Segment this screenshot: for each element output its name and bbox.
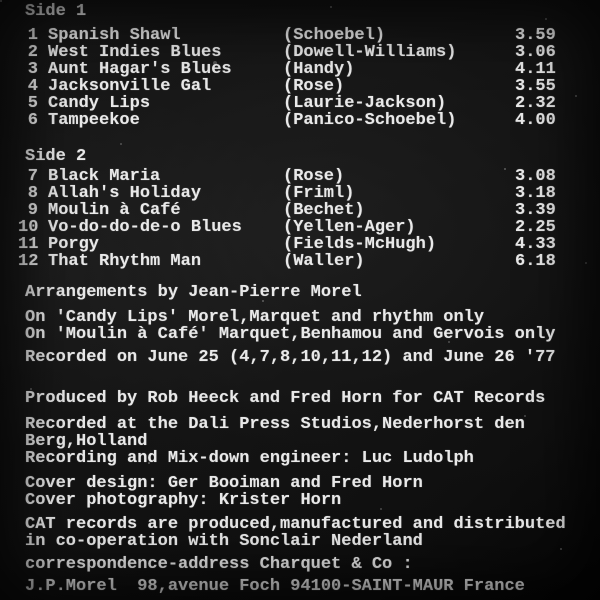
track-duration: 2.32	[515, 94, 556, 113]
track-title: Jacksonville Gal	[48, 77, 212, 96]
track-title: That Rhythm Man	[48, 252, 202, 271]
side1-track-list	[18, 27, 600, 129]
track-number: 6	[27, 111, 38, 130]
track-composer: (Schoebel)	[283, 26, 386, 45]
track-row	[18, 236, 600, 253]
distribution-note-line2: in co-operation with Sonclair Nederland	[25, 532, 423, 551]
studio-credit-line2: Berg,Holland	[25, 432, 148, 451]
track-duration: 3.39	[515, 201, 556, 220]
track-row	[18, 78, 600, 95]
track-duration: 2.25	[515, 218, 556, 237]
engineer-credit: Recording and Mix-down engineer: Luc Ludolph	[25, 449, 474, 468]
track-title: Porgy	[48, 235, 100, 254]
track-number: 7	[27, 167, 38, 186]
track-number: 1	[27, 26, 38, 45]
track-duration: 3.55	[515, 77, 556, 96]
track-number: 4	[27, 77, 38, 96]
track-title: Vo-do-do-de-o Blues	[48, 218, 242, 237]
track-number: 8	[27, 184, 38, 203]
studio-credit-line1: Recorded at the Dali Press Studios,Nederhorst den	[25, 415, 525, 434]
note-candy-lips: On 'Candy Lips' Morel,Marquet and rhythm only	[25, 308, 485, 327]
track-composer: (Dowell-Williams)	[283, 43, 457, 62]
side2-heading: Side 2	[25, 147, 87, 166]
track-row	[18, 202, 600, 219]
track-composer: (Rose)	[283, 167, 345, 186]
track-duration: 4.00	[515, 111, 556, 130]
track-number: 2	[27, 43, 38, 62]
track-composer: (Laurie-Jackson)	[283, 94, 447, 113]
track-row	[18, 95, 600, 112]
track-row	[18, 185, 600, 202]
producer-credit: Produced by Rob Heeck and Fred Horn for CAT Records	[25, 389, 546, 408]
distribution-note-line1: CAT records are produced,manufactured and distributed	[25, 515, 566, 534]
track-duration: 3.59	[515, 26, 556, 45]
track-composer: (Handy)	[283, 60, 355, 79]
track-number: 5	[27, 94, 38, 113]
track-title: Tampeekoe	[48, 111, 140, 130]
cover-photography-credit: Cover photography: Krister Horn	[25, 491, 342, 510]
track-duration: 3.08	[515, 167, 556, 186]
track-row	[18, 112, 600, 129]
correspondence-address: J.P.Morel 98,avenue Foch 94100-SAINT-MAUR France	[25, 577, 525, 596]
arrangements-credit: Arrangements by Jean-Pierre Morel	[25, 283, 362, 302]
track-row	[18, 168, 600, 185]
note-moulin-a-cafe: On 'Moulin à Café' Marquet,Benhamou and Gervois only	[25, 325, 556, 344]
track-composer: (Fields-McHugh)	[283, 235, 437, 254]
track-composer: (Bechet)	[283, 201, 365, 220]
track-composer: (Friml)	[283, 184, 355, 203]
track-number: 10	[18, 218, 39, 237]
dust-speckles	[0, 0, 2, 2]
recording-dates: Recorded on June 25 (4,7,8,10,11,12) and June 26 '77	[25, 348, 556, 367]
track-title: Moulin à Café	[48, 201, 181, 220]
track-title: Allah's Holiday	[48, 184, 202, 203]
track-duration: 6.18	[515, 252, 556, 271]
track-composer: (Rose)	[283, 77, 345, 96]
side1-heading: Side 1	[25, 2, 87, 21]
track-row	[18, 27, 600, 44]
track-row	[18, 44, 600, 61]
correspondence-note: correspondence-address Charquet & Co :	[25, 555, 413, 574]
track-title: Black Maria	[48, 167, 161, 186]
track-composer: (Panico-Schoebel)	[283, 111, 457, 130]
track-duration: 3.18	[515, 184, 556, 203]
cover-design-credit: Cover design: Ger Booiman and Fred Horn	[25, 474, 423, 493]
track-number: 12	[18, 252, 39, 271]
track-composer: (Yellen-Ager)	[283, 218, 416, 237]
track-number: 3	[27, 60, 38, 79]
track-duration: 4.11	[515, 60, 556, 79]
track-row	[18, 253, 600, 270]
track-composer: (Waller)	[283, 252, 365, 271]
track-duration: 3.06	[515, 43, 556, 62]
side2-track-list	[18, 168, 600, 270]
track-title: Aunt Hagar's Blues	[48, 60, 232, 79]
track-row	[18, 61, 600, 78]
track-title: Spanish Shawl	[48, 26, 181, 45]
track-number: 9	[27, 201, 38, 220]
track-number: 11	[18, 235, 39, 254]
track-row	[18, 219, 600, 236]
track-duration: 4.33	[515, 235, 556, 254]
track-title: West Indies Blues	[48, 43, 222, 62]
track-title: Candy Lips	[48, 94, 151, 113]
